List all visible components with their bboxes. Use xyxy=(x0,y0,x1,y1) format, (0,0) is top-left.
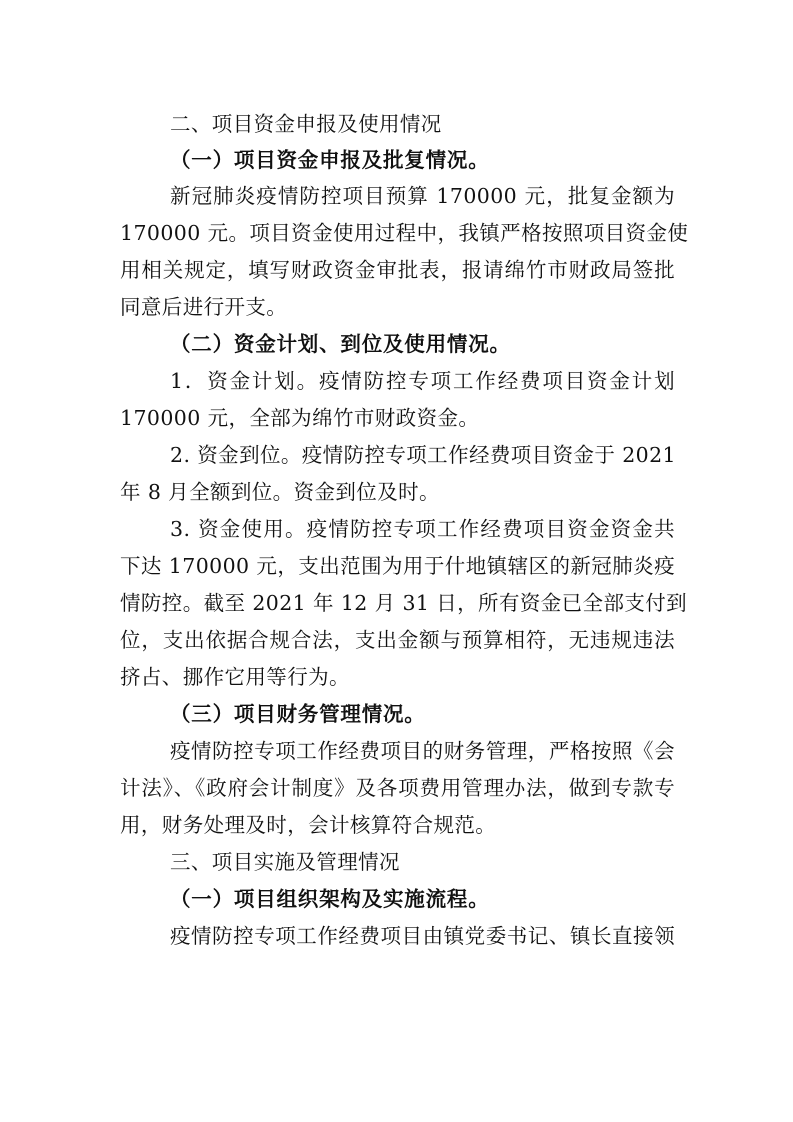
paragraph-line: 情防控。截至 2021 年 12 月 31 日，所有资金已全部支付到 xyxy=(120,591,688,615)
paragraph-line: 1．资金计划。疫情防控专项工作经费项目资金计划 xyxy=(170,369,675,393)
paragraph-line: 同意后进行开支。 xyxy=(120,295,288,319)
paragraph-line: 疫情防控专项工作经费项目的财务管理，严格按照《会 xyxy=(170,739,675,763)
paragraph-line: 下达 170000 元，支出范围为用于什地镇辖区的新冠肺炎疫 xyxy=(120,554,675,578)
section-heading-funding: 二、项目资金申报及使用情况 xyxy=(170,112,442,136)
paragraph-line: 2. 资金到位。疫情防控专项工作经费项目资金于 2021 xyxy=(170,443,676,467)
paragraph-line: 位，支出依据合规合法，支出金额与预算相符，无违规违法 xyxy=(120,628,675,652)
paragraph-line: 170000 元。项目资金使用过程中，我镇严格按照项目资金使 xyxy=(120,221,689,245)
paragraph-line: 170000 元，全部为绵竹市财政资金。 xyxy=(120,406,480,430)
paragraph-line: 3. 资金使用。疫情防控专项工作经费项目资金资金共 xyxy=(170,517,675,541)
subheading-plan-usage: （二）资金计划、到位及使用情况。 xyxy=(170,332,511,356)
section-heading-implementation: 三、项目实施及管理情况 xyxy=(170,850,400,874)
paragraph-line: 年 8 月全额到位。资金到位及时。 xyxy=(120,480,440,504)
subheading-organization: （一）项目组织架构及实施流程。 xyxy=(170,887,490,911)
subheading-application-approval: （一）项目资金申报及批复情况。 xyxy=(170,148,490,172)
paragraph-line: 疫情防控专项工作经费项目由镇党委书记、镇长直接领 xyxy=(170,924,675,948)
paragraph-line: 计法》、《政府会计制度》及各项费用管理办法，做到专款专 xyxy=(120,776,675,800)
subheading-financial-management: （三）项目财务管理情况。 xyxy=(170,702,426,726)
paragraph-line: 用，财务处理及时，会计核算符合规范。 xyxy=(120,813,497,837)
paragraph-line: 新冠肺炎疫情防控项目预算 170000 元，批复金额为 xyxy=(170,184,675,208)
paragraph-line: 挤占、挪作它用等行为。 xyxy=(120,665,350,689)
paragraph-line: 用相关规定，填写财政资金审批表，报请绵竹市财政局签批 xyxy=(120,258,675,282)
